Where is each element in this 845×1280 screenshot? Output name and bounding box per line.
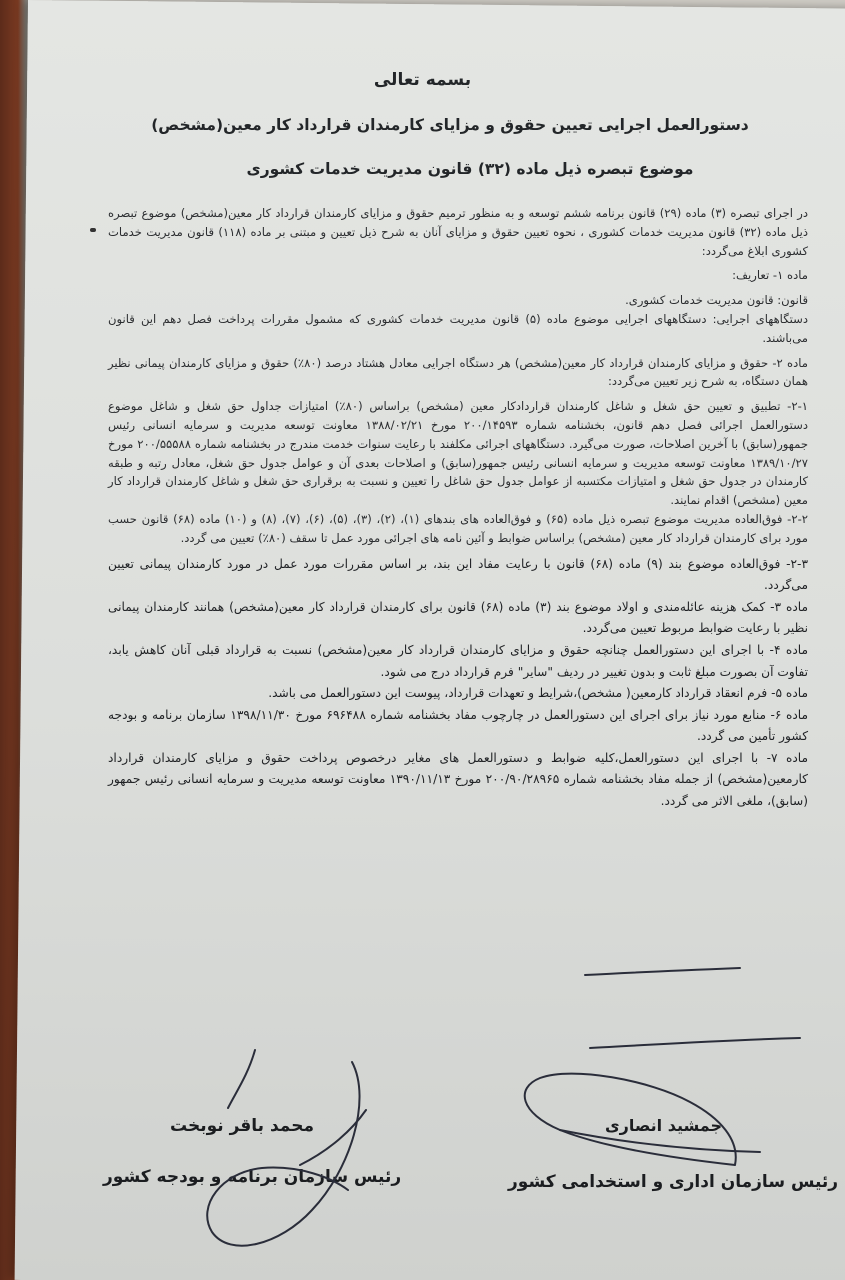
left-signature-stroke: [228, 1050, 255, 1108]
intro-paragraph: در اجرای تبصره (۳) ماده (۲۹) قانون برنامه ششم توسعه و به منظور ترمیم حقوق و مزایای کارمندان قرارداد کار معین(مشخص) موضوع تبصره ذیل ماده (۳۲) قانون مدیریت خدمات کشوری ، نحوه تعیین حقوق و مزایای آنان به شرح ذیل تعیین و مبتنی بر ماده (۱۱۸) قانون مدیریت خدمات کشوری ابلاغ می‌گردد:: [108, 206, 809, 258]
signatory-left-title: رئیس سازمان برنامه و بودجه کشور: [103, 1167, 402, 1187]
signatory-right-name: جمشید انصاری: [605, 1116, 723, 1135]
definition-law: قانون: قانون مدیریت خدمات کشوری.: [625, 293, 808, 308]
article-1-heading: ماده ۱- تعاریف:: [732, 268, 808, 283]
article-7: ماده ۷- با اجرای این دستورالعمل،کلیه ضوابط و دستورالعمل های مغایر درخصوص پرداخت حقوق و مزایای کارمندان قرارداد کارمعین(مشخص) از جمله مفاد بخشنامه شماره ۲۰۰/۹۰/۲۸۹۶۵ مورخ ۱۳۹۰/۱۱/۱۳ معاونت توسعه مدیریت و سرمایه انسانی رئیس جمهور (سابق)، ملغی الاثر می گردد.: [108, 750, 809, 809]
article-5: ماده ۵- فرم انعقاد قرارداد کارمعین( مشخص)،شرایط و تعهدات قرارداد، پیوست این دستورالعمل می باشد.: [268, 686, 808, 701]
signatory-right-title: رئیس سازمان اداری و استخدامی کشور: [508, 1172, 839, 1192]
left-signature-loop: [207, 1062, 359, 1246]
clause-2-2: ۲-۲- فوق‌العاده مدیریت موضوع تبصره ذیل ماده (۶۵) و فوق‌العاده های بندهای (۱)، (۲)، (۳)، (۵)، (۶)، (۷)، (۸) و (۱۰) ماده (۶۸) قانون حسب مورد برای کارمندان قرارداد کار معین (مشخص) براساس ضوابط و آئین نامه های اجرائی مورد عمل تا سقف (۸۰٪) تعیین می گردد.: [108, 511, 808, 545]
clause-underline: [585, 968, 740, 975]
clause-2-3: ۲-۳- فوق‌العاده موضوع بند (۹) ماده (۶۸) قانون با رعایت مفاد این بند، بر اساس مقررات مورد عمل در مورد کارمندان پیمانی تعیین می‌گردد.: [108, 556, 808, 593]
article-3: ماده ۳- کمک هزینه عائله‌مندی و اولاد موضوع بند (۳) ماده (۶۸) قانون برای کارمندان قرارداد کار معین(مشخص) همانند کارمندان پیمانی نظیر با رعایت ضوابط مربوط تعیین می‌گردد.: [108, 599, 809, 636]
article-2: ماده ۲- حقوق و مزایای کارمندان قرارداد کار معین(مشخص) هر دستگاه اجرایی معادل هشتاد درصد (۸۰٪) حقوق و مزایای کارمندان پیمانی نظیر همان دستگاه، به شرح زیر تعیین می‌گردد:: [108, 355, 808, 389]
definition-agencies: دستگاههای اجرایی: دستگاههای اجرایی موضوع ماده (۵) قانون مدیریت خدمات کشوری که مشمول مقررات پرداخت فصل دهم این قانون می‌باشند.: [108, 311, 808, 345]
article-4: ماده ۴- با اجرای این دستورالعمل چنانچه حقوق و مزایای کارمندان قرارداد کار معین(مشخص) نسبت به قرارداد قبلی آنان کاهش یابد، تفاوت آن بصورت مبلغ ثابت و بدون تغییر در ردیف "سایر" فرم قرارداد درج می شود.: [108, 642, 808, 679]
clause-2-1: ۲-۱- تطبیق و تعیین حق شغل و شاغل کارمندان قراردادکار معین (مشخص) براساس (۸۰٪) امتیازات جداول حق شغل و شاغل موضوع دستورالعمل اجرائی فصل دهم قانون، بخشنامه شماره ۲۰۰/۱۴۵۹۳ مورخ ۱۳۸۸/۰۲/۲۱ معاونت توسعه مدیریت و سرمایه انسانی رئیس جمهور(سابق) با آخرین اصلاحات، صورت می‌گیرد. دستگاههای اجرائی مکلفند با رعایت سنوات خدمت مندرج در بخشنامه شماره ۲۰۰/۵۵۵۸۸ مورخ ۱۳۸۹/۱۰/۲۷ معاونت توسعه مدیریت و سرمایه انسانی رئیس جمهور(سابق) و اصلاحات بعدی آن و عوامل جدول حق شغل، معادل رتبه و طبقه کارمندان در جدول حق شغل و امتیازات مکتسبه از عوامل جدول حق شاغل را تعیین و نسبت به برقراری حق شغل و شاغل کارمندان قرارداد کار معین (مشخص) اقدام نمایند.: [108, 399, 809, 508]
article-6: ماده ۶- منابع مورد نیاز برای اجرای این دستورالعمل در چارچوب مفاد بخشنامه شماره ۶۹۶۴۸۸ مورخ ۱۳۹۸/۱۱/۳۰ سازمان برنامه و بودجه کشور تأمین می گردد.: [108, 707, 808, 744]
article7-underline: [590, 1038, 800, 1048]
document-subject: موضوع تبصره ذیل ماده (۳۲) قانون مدیریت خدمات کشوری: [246, 160, 694, 178]
left-signature-tail: [300, 1110, 366, 1165]
document-title: دستورالعمل اجرایی تعیین حقوق و مزایای کارمندان قرارداد کار معین(مشخص): [151, 116, 749, 134]
invocation: بسمه تعالی: [373, 70, 472, 90]
signatory-left-name: محمد باقر نوبخت: [170, 1116, 314, 1136]
right-signature-loop: [525, 1074, 736, 1165]
right-signature-underline: [560, 1130, 760, 1152]
